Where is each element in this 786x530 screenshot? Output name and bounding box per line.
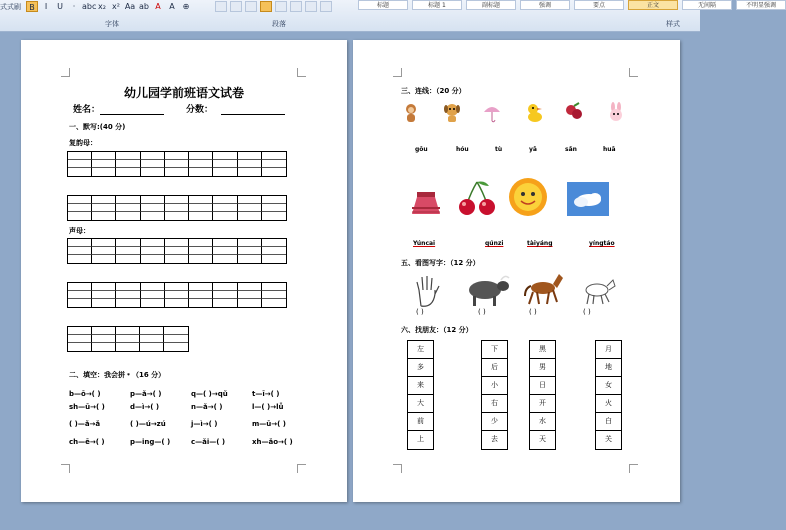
grid-cell[interactable] (92, 152, 116, 160)
page-corner-mark (297, 68, 306, 77)
line-spacing-icon[interactable] (290, 1, 302, 12)
grid-cell[interactable] (92, 196, 116, 204)
fill-item[interactable]: ( )—ǎ→ǎ (69, 420, 101, 428)
grid-cell[interactable] (141, 168, 165, 176)
border-icon[interactable] (320, 1, 332, 12)
grid-cell[interactable] (92, 204, 116, 212)
shading-icon[interactable] (305, 1, 317, 12)
grid-cell[interactable] (68, 283, 92, 291)
style-title[interactable]: 标题 (358, 0, 408, 10)
grid-cell[interactable] (213, 160, 237, 168)
grid-cell[interactable] (116, 168, 140, 176)
justify-icon[interactable] (260, 1, 272, 12)
word-cell[interactable]: 大 (408, 395, 433, 413)
document-page-1[interactable] (21, 40, 347, 502)
grid-cell[interactable] (68, 255, 92, 263)
fill-item[interactable]: b—ō→( ) (69, 390, 101, 398)
grid-cell[interactable] (262, 168, 286, 176)
strikethrough-button[interactable]: abc (82, 2, 97, 11)
grid-cell[interactable] (213, 247, 237, 255)
grid-cell[interactable] (68, 239, 92, 247)
grid-cell[interactable] (262, 239, 286, 247)
grid-cell[interactable] (238, 283, 262, 291)
grid-cell[interactable] (68, 152, 92, 160)
change-case-button[interactable]: Aa (124, 2, 136, 11)
word-cell[interactable]: 前 (408, 413, 433, 431)
grid-cell[interactable] (92, 212, 116, 220)
pinyin-tu: tù (495, 146, 503, 153)
grid-cell[interactable] (141, 212, 165, 220)
fill-item[interactable]: l—( )→lǚ (252, 403, 284, 411)
grid-cell[interactable] (141, 283, 165, 291)
word-column (595, 340, 622, 450)
bold-button[interactable]: B (26, 1, 38, 12)
pinyin-hua: huā (603, 146, 616, 153)
grid-cell[interactable] (140, 335, 164, 343)
grid-cell[interactable] (189, 168, 213, 176)
word-column (529, 340, 556, 450)
fill-row (69, 403, 313, 411)
style-normal[interactable]: 正文 (628, 0, 678, 10)
grid-cell[interactable] (116, 343, 140, 351)
grid-cell[interactable] (213, 168, 237, 176)
grid-cell[interactable] (165, 212, 189, 220)
answer-paren[interactable]: ( ) (478, 308, 486, 316)
grid-cell[interactable] (262, 204, 286, 212)
fill-row (69, 438, 313, 446)
grid-cell[interactable] (213, 204, 237, 212)
yunmu-label: 复韵母： (69, 139, 97, 147)
section6-heading: 六、找朋友：（12 分） (401, 326, 473, 334)
grid-cell[interactable] (92, 168, 116, 176)
word-cell[interactable]: 女 (596, 377, 621, 395)
grid-cell[interactable] (116, 291, 140, 299)
dog-icon (443, 102, 461, 124)
word-cell[interactable]: 下 (482, 341, 507, 359)
pinyin-qunzi: qúnzi (485, 240, 504, 247)
grid-cell[interactable] (141, 255, 165, 263)
grid-cell[interactable] (165, 283, 189, 291)
score-blank[interactable] (221, 106, 285, 115)
ox-icon (463, 272, 511, 308)
grid-cell[interactable] (189, 160, 213, 168)
word-cell[interactable]: 少 (482, 413, 507, 431)
grid-cell[interactable] (141, 239, 165, 247)
grid-cell[interactable] (262, 283, 286, 291)
grid-cell[interactable] (213, 152, 237, 160)
writing-grid[interactable] (67, 282, 287, 308)
ribbon-toolbar (0, 0, 776, 32)
underline-button[interactable]: U (57, 2, 63, 11)
rabbit-icon (607, 102, 625, 124)
grid-cell[interactable] (238, 239, 262, 247)
pinyin-hou: hóu (456, 146, 469, 153)
grid-cell[interactable] (116, 204, 140, 212)
grid-cell[interactable] (189, 196, 213, 204)
grid-cell[interactable] (141, 291, 165, 299)
fill-row (69, 390, 313, 398)
fill-item[interactable]: n—ǎ→( ) (191, 403, 223, 411)
section2-heading: 二、填空：我会拼﹡（16 分） (69, 371, 166, 379)
name-label: 姓名： (73, 105, 101, 115)
grid-cell[interactable] (213, 283, 237, 291)
grid-cell[interactable] (238, 291, 262, 299)
italic-button[interactable]: I (44, 2, 48, 11)
word-cell[interactable]: 日 (530, 377, 555, 395)
fill-item[interactable]: ( )—ú→zú (130, 420, 166, 428)
page-corner-mark (61, 68, 70, 77)
grid-cell[interactable] (68, 196, 92, 204)
grid-cell[interactable] (92, 247, 116, 255)
font-color-button[interactable]: A (155, 2, 161, 11)
grid-cell[interactable] (165, 239, 189, 247)
word-column (407, 340, 434, 450)
grid-cell[interactable] (92, 283, 116, 291)
grid-cell[interactable] (262, 196, 286, 204)
word-cell[interactable]: 火 (596, 395, 621, 413)
grid-cell[interactable] (165, 255, 189, 263)
word-cell[interactable]: 小 (482, 377, 507, 395)
grid-cell[interactable] (189, 291, 213, 299)
grid-cell[interactable] (165, 196, 189, 204)
monkey-icon (403, 102, 419, 124)
grid-cell[interactable] (140, 343, 164, 351)
horse-icon (523, 270, 565, 308)
pinyin-san: sǎn (565, 146, 577, 153)
grid-cell[interactable] (165, 204, 189, 212)
grid-cell[interactable] (92, 327, 116, 335)
font-size-button[interactable]: A (169, 2, 175, 11)
fill-item[interactable]: p—ǎ→( ) (130, 390, 162, 398)
grid-cell[interactable] (189, 299, 213, 307)
grid-cell[interactable] (189, 247, 213, 255)
grid-cell[interactable] (262, 152, 286, 160)
grid-cell[interactable] (189, 212, 213, 220)
grid-cell[interactable] (116, 239, 140, 247)
style-gallery (358, 0, 786, 10)
fill-item[interactable]: ch—ē→( ) (69, 438, 105, 446)
grid-cell[interactable] (189, 204, 213, 212)
fill-item[interactable]: t—ī→( ) (252, 390, 280, 398)
underline-dropdown-button[interactable]: · (72, 2, 76, 11)
writing-grid[interactable] (67, 326, 189, 352)
grid-cell[interactable] (262, 291, 286, 299)
pinyin-yingtao: yíngtáo (589, 240, 615, 247)
grid-cell[interactable] (141, 204, 165, 212)
cherry-icon (457, 180, 497, 218)
grid-cell[interactable] (238, 152, 262, 160)
grid-cell[interactable] (189, 239, 213, 247)
word-cell[interactable]: 上 (417, 435, 424, 443)
section1-heading: 一、默写:(40 分) (69, 123, 126, 131)
grid-cell[interactable] (164, 343, 188, 351)
section3-heading: 三、连线：（20 分） (401, 87, 466, 95)
page-corner-mark (61, 464, 70, 473)
word-cell[interactable]: 黑 (530, 341, 555, 359)
align-right-icon[interactable] (245, 1, 257, 12)
answer-paren[interactable]: ( ) (529, 308, 537, 316)
font-group-label: 字体 (105, 20, 119, 28)
hand-icon (413, 274, 443, 308)
word-cell[interactable]: 地 (596, 359, 621, 377)
grid-cell[interactable] (238, 196, 262, 204)
grid-cell[interactable] (141, 299, 165, 307)
grid-cell[interactable] (238, 299, 262, 307)
paragraph-buttons (215, 1, 332, 12)
grid-cell[interactable] (262, 255, 286, 263)
grid-cell[interactable] (141, 152, 165, 160)
grid-cell[interactable] (165, 291, 189, 299)
grid-cell[interactable] (165, 299, 189, 307)
grid-cell[interactable] (213, 196, 237, 204)
grid-cell[interactable] (238, 204, 262, 212)
grid-cell[interactable] (213, 239, 237, 247)
section5-heading: 五、看图写字：（12 分） (401, 259, 480, 267)
page-corner-mark (629, 464, 638, 473)
word-cell[interactable]: 来 (408, 377, 433, 395)
grid-cell[interactable] (68, 343, 92, 351)
page-corner-mark (297, 464, 306, 473)
grid-cell[interactable] (262, 247, 286, 255)
style-group-label: 样式 (666, 20, 680, 28)
grid-cell[interactable] (92, 160, 116, 168)
flower-icon (565, 102, 583, 124)
shengmu-label: 声母： (69, 227, 90, 235)
grid-cell[interactable] (213, 212, 237, 220)
writing-grid[interactable] (67, 238, 287, 264)
fill-item[interactable]: c—ǎi—( ) (191, 438, 226, 446)
page-corner-mark (393, 68, 402, 77)
grid-cell[interactable] (68, 299, 92, 307)
name-score-line (73, 102, 285, 115)
skirt-icon (409, 186, 443, 220)
style-heading1[interactable]: 标题 1 (412, 0, 462, 10)
grid-cell[interactable] (262, 299, 286, 307)
pinyin-ya: yā (529, 146, 537, 153)
fill-item[interactable]: d—ì→( ) (130, 403, 160, 411)
align-center-icon[interactable] (230, 1, 242, 12)
grid-cell[interactable] (116, 335, 140, 343)
grid-cell[interactable] (92, 335, 116, 343)
style-no-spacing[interactable]: 无间隔 (682, 0, 732, 10)
grid-cell[interactable] (92, 299, 116, 307)
grid-cell[interactable] (68, 160, 92, 168)
grid-cell[interactable] (213, 291, 237, 299)
distributed-icon[interactable] (275, 1, 287, 12)
subscript-button[interactable]: x₂ (98, 2, 106, 11)
score-label: 分数： (186, 105, 214, 115)
grid-cell[interactable] (238, 160, 262, 168)
grid-cell[interactable] (164, 335, 188, 343)
fill-item[interactable]: q—( )→qǔ (191, 390, 228, 398)
font-format-buttons (26, 1, 192, 12)
grid-cell[interactable] (68, 335, 92, 343)
grid-cell[interactable] (68, 168, 92, 176)
superscript-button[interactable]: x² (112, 2, 120, 11)
document-page-2[interactable] (353, 40, 680, 502)
grid-cell[interactable] (116, 212, 140, 220)
style-subtle-emphasis[interactable]: 不明显强调 (736, 0, 786, 10)
style-strong[interactable]: 要点 (574, 0, 624, 10)
grid-cell[interactable] (116, 152, 140, 160)
sheep-icon (579, 274, 619, 308)
grid-cell[interactable] (213, 255, 237, 263)
page-corner-mark (393, 464, 402, 473)
name-blank[interactable] (100, 106, 164, 115)
grid-cell[interactable] (116, 247, 140, 255)
fill-item[interactable]: m—ū→( ) (252, 420, 286, 428)
page-corner-mark (629, 68, 638, 77)
grid-cell[interactable] (165, 168, 189, 176)
fill-item[interactable]: sh—ū→( ) (69, 403, 105, 411)
fill-row (69, 420, 313, 428)
grid-cell[interactable] (141, 160, 165, 168)
word-cell[interactable]: 关 (605, 435, 612, 443)
word-cell[interactable]: 男 (530, 359, 555, 377)
grid-cell[interactable] (116, 255, 140, 263)
grid-cell[interactable] (238, 168, 262, 176)
grid-cell[interactable] (189, 283, 213, 291)
word-cell[interactable]: 天 (539, 435, 546, 443)
grid-cell[interactable] (238, 212, 262, 220)
fill-item[interactable]: p—ing—( ) (130, 438, 171, 446)
grid-cell[interactable] (262, 160, 286, 168)
pinyin-gou: gǒu (415, 146, 428, 153)
pinyin-yuncai: Yúncai (413, 240, 436, 247)
pinyin-taiyang: tàiyáng (527, 240, 553, 247)
align-left-icon[interactable] (215, 1, 227, 12)
answer-paren[interactable]: ( ) (416, 308, 424, 316)
word-column (481, 340, 508, 450)
grid-cell[interactable] (238, 247, 262, 255)
grid-cell[interactable] (116, 327, 140, 335)
duck-icon (525, 102, 543, 124)
word-cell[interactable]: 白 (596, 413, 621, 431)
grid-cell[interactable] (116, 196, 140, 204)
grid-cell[interactable] (141, 196, 165, 204)
word-cell[interactable]: 去 (491, 435, 498, 443)
writing-grid[interactable] (67, 151, 287, 177)
grid-cell[interactable] (92, 239, 116, 247)
grid-cell[interactable] (116, 283, 140, 291)
style-emphasis[interactable]: 强调 (520, 0, 570, 10)
grid-cell[interactable] (262, 212, 286, 220)
word-cell[interactable]: 左 (408, 341, 433, 359)
encircle-button[interactable]: ⊕ (182, 2, 190, 11)
grid-cell[interactable] (165, 247, 189, 255)
fill-item[interactable]: j—ì→( ) (191, 420, 218, 428)
grid-cell[interactable] (140, 327, 164, 335)
highlight-button[interactable]: ab (139, 2, 149, 11)
grid-cell[interactable] (141, 247, 165, 255)
grid-cell[interactable] (68, 327, 92, 335)
grid-cell[interactable] (165, 160, 189, 168)
sun-icon (507, 176, 549, 218)
word-cell[interactable]: 水 (530, 413, 555, 431)
grid-cell[interactable] (164, 327, 188, 335)
word-cell[interactable]: 后 (482, 359, 507, 377)
writing-grid[interactable] (67, 195, 287, 221)
grid-cell[interactable] (68, 212, 92, 220)
word-cell[interactable]: 多 (408, 359, 433, 377)
word-cell[interactable]: 月 (596, 341, 621, 359)
grid-cell[interactable] (92, 343, 116, 351)
grid-cell[interactable] (189, 255, 213, 263)
grid-cell[interactable] (92, 291, 116, 299)
grid-cell[interactable] (68, 247, 92, 255)
page-title: 幼儿园学前班语文试卷 (123, 86, 244, 100)
grid-cell[interactable] (189, 152, 213, 160)
answer-paren[interactable]: ( ) (583, 308, 591, 316)
format-painter-label[interactable]: 式式刷 (0, 3, 21, 11)
grid-cell[interactable] (116, 299, 140, 307)
grid-cell[interactable] (68, 291, 92, 299)
style-subtitle[interactable]: 副标题 (466, 0, 516, 10)
word-cell[interactable]: 右 (482, 395, 507, 413)
grid-cell[interactable] (92, 255, 116, 263)
grid-cell[interactable] (68, 204, 92, 212)
paragraph-group-label: 段落 (272, 20, 286, 28)
fill-item[interactable]: xh—ǎo→( ) (252, 438, 293, 446)
grid-cell[interactable] (238, 255, 262, 263)
cloud-icon (567, 182, 609, 216)
word-cell[interactable]: 开 (530, 395, 555, 413)
grid-cell[interactable] (213, 299, 237, 307)
umbrella-icon (483, 102, 501, 124)
grid-cell[interactable] (116, 160, 140, 168)
grid-cell[interactable] (165, 152, 189, 160)
